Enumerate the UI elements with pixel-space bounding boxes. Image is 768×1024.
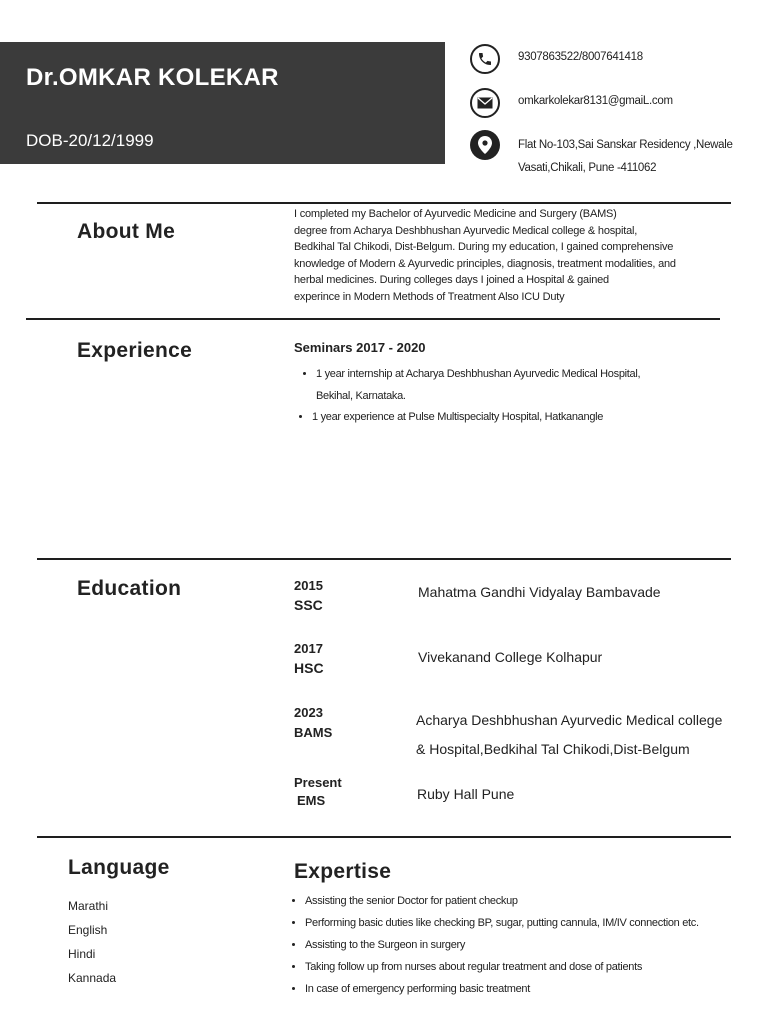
list-item bbox=[312, 411, 738, 423]
about-line: degree from Acharya Deshbhushan Ayurvedic Medical college & hospital, bbox=[294, 224, 638, 237]
education-degree: SSC bbox=[294, 597, 323, 613]
phone-icon bbox=[470, 44, 500, 74]
education-institution: Ruby Hall Pune bbox=[417, 786, 515, 802]
address-line-1: Flat No-103,Sai Sanskar Residency ,Newale bbox=[518, 139, 733, 151]
list-item: • Performing basic duties like checking BP, sugar, putting cannula, IM/IV connection etc. bbox=[305, 912, 760, 934]
about-line: herbal medicines. During colleges days I joined a Hospital & gained bbox=[294, 274, 609, 286]
list-item: • In case of emergency performing basic treatment bbox=[305, 978, 760, 1000]
address-line-2: Vasati,Chikali, Pune -411062 bbox=[518, 162, 657, 174]
section-divider bbox=[37, 202, 731, 204]
education-degree: EMS bbox=[297, 793, 326, 808]
experience-item-continuation: Bekihal, Karnataka. bbox=[316, 390, 406, 402]
expertise-list bbox=[290, 890, 760, 1000]
mail-icon bbox=[470, 88, 500, 118]
education-institution: Mahatma Gandhi Vidyalay Bambavade bbox=[418, 584, 661, 600]
email-address: omkarkolekar8131@gmaiL.com bbox=[518, 95, 673, 107]
about-text bbox=[294, 206, 692, 305]
candidate-name: Dr.OMKAR KOLEKAR bbox=[26, 64, 279, 91]
education-year: 2017 bbox=[294, 641, 323, 656]
education-institution: Vivekanand College Kolhapur bbox=[418, 649, 603, 665]
list-item: • Assisting the senior Doctor for patient checkup bbox=[305, 890, 760, 912]
experience-item-text: 1 year internship at Acharya Deshbhushan Ayurvedic Medical Hospital, bbox=[316, 368, 641, 380]
education-degree: BAMS bbox=[294, 725, 333, 740]
language-item: Hindi bbox=[68, 947, 96, 961]
education-institution: Acharya Deshbhushan Ayurvedic Medical college bbox=[416, 712, 723, 728]
about-line: Bedkihal Tal Chikodi, Dist-Belgum. During my education, I gained comprehensive bbox=[294, 241, 674, 253]
education-year: 2015 bbox=[294, 578, 323, 593]
about-title: About Me bbox=[77, 220, 176, 243]
language-item: English bbox=[68, 923, 108, 937]
about-line: knowledge of Modern & Ayurvedic principles, diagnosis, treatment modalities, and bbox=[294, 257, 676, 270]
language-title: Language bbox=[68, 856, 170, 879]
education-year: Present bbox=[294, 775, 342, 790]
experience-subtitle: Seminars 2017 - 2020 bbox=[294, 340, 426, 355]
language-item: Kannada bbox=[68, 971, 117, 985]
education-institution-line-2: & Hospital,Bedkihal Tal Chikodi,Dist-Belgum bbox=[416, 741, 690, 757]
list-item: • Taking follow up from nurses about regular treatment and dose of patients bbox=[305, 956, 760, 978]
list-item bbox=[316, 366, 738, 382]
section-divider bbox=[37, 558, 731, 560]
list-item: • Assisting to the Surgeon in surgery bbox=[305, 934, 760, 956]
experience-list bbox=[298, 366, 738, 423]
education-title: Education bbox=[77, 577, 182, 600]
phone-number: 9307863522/8007641418 bbox=[518, 51, 643, 63]
section-divider bbox=[26, 318, 720, 320]
about-line: I completed my Bachelor of Ayurvedic Medicine and Surgery (BAMS) bbox=[294, 208, 617, 220]
education-degree: HSC bbox=[294, 660, 324, 676]
location-pin-icon bbox=[470, 130, 500, 160]
language-item: Marathi bbox=[68, 899, 109, 913]
experience-title: Experience bbox=[77, 339, 193, 362]
education-year: 2023 bbox=[294, 705, 323, 720]
experience-item-text: 1 year experience at Pulse Multispecialty Hospital, Hatkanangle bbox=[312, 411, 604, 423]
section-divider bbox=[37, 836, 731, 838]
about-line: experince in Modern Methods of Treatment Also ICU Duty bbox=[294, 290, 565, 303]
expertise-title: Expertise bbox=[294, 860, 392, 883]
date-of-birth: DOB-20/12/1999 bbox=[26, 131, 154, 150]
